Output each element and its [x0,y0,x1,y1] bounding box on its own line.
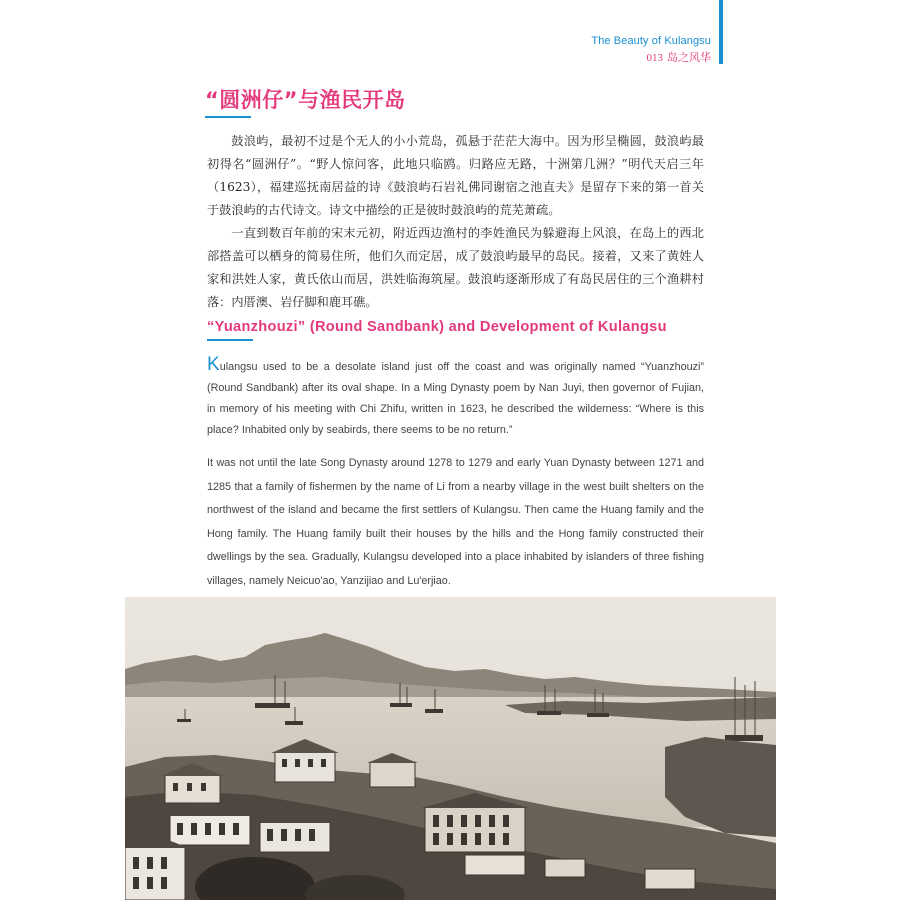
chinese-paragraph-2: 一直到数百年前的宋末元初，附近西边渔村的李姓渔民为躲避海上风浪，在岛上的西北部搭盖可以栖身的简易住所，他们久而定居，成了鼓浪屿最早的岛民。接着，又来了黄姓人家和洪姓人家，黄氏依山而居，洪姓临海筑屋。鼓浪屿逐渐形成了有岛民居住的三个渔耕村落：内厝澳、岩仔脚和鹿耳礁。 [207,226,704,309]
english-paragraph-2: It was not until the late Song Dynasty around 1278 to 1279 and early Yuan Dynasty between 1271 and 1285 that a family of fishermen by the name of Li from a nearby village in the west built shelters on the northwest of the island and became the first settlers of Kulangsu. Then came the Huang family and the Hong family. The Huang family built their houses by the hills and the Hong family constructed their dwellings by the sea. Gradually, Kulangsu developed into a place inhabited by islanders of three fishing villages, namely Neicuo'ao, Yanzijiao and Lu'erjiao. [207,457,704,587]
english-paragraph-1-text: ulangsu used to be a desolate island just off the coast and was originally named “Yuanzhouzi” (Round Sandbank) after its oval shape. In a Ming Dynasty poem by Nan Juyi, then governor of Fujian, in memory of his meeting with Chi Zhifu, written in 1623, he described the wilderness: “Where is this place? Inhabited only by seabirds, there seems to be no return.” [207,361,704,436]
page-number: 013 [646,52,663,64]
chinese-section-title: “圆洲仔”与渔民开岛 [205,88,406,112]
drop-cap: K [207,354,220,375]
chinese-paragraph-1: 鼓浪屿，最初不过是个无人的小小荒岛，孤悬于茫茫大海中。因为形呈椭圆，鼓浪屿最初得名“圆洲仔”。“野人惊问客，此地只临鸥。归路应无路，十洲第几洲？”明代天启三年（1623），福建巡抚南居益的诗《鼓浪屿石岩礼佛同谢宿之池直夫》是留存下来的第一首关于鼓浪屿的古代诗文。诗文中描绘的正是彼时鼓浪屿的荒芜萧疏。 [207,134,704,217]
running-header-english: The Beauty of Kulangsu [591,35,711,47]
english-body [207,354,704,594]
chinese-body [207,130,704,314]
section-name: 岛之风华 [667,51,711,64]
historical-harbor-photo [125,597,776,900]
running-header-chinese [647,49,712,65]
header-accent-bar [719,0,723,64]
chinese-title-underline [205,116,251,118]
english-section-title: “Yuanzhouzi” (Round Sandbank) and Development of Kulangsu [207,319,667,335]
english-title-underline [207,339,253,341]
english-paragraph-1 [207,354,704,441]
